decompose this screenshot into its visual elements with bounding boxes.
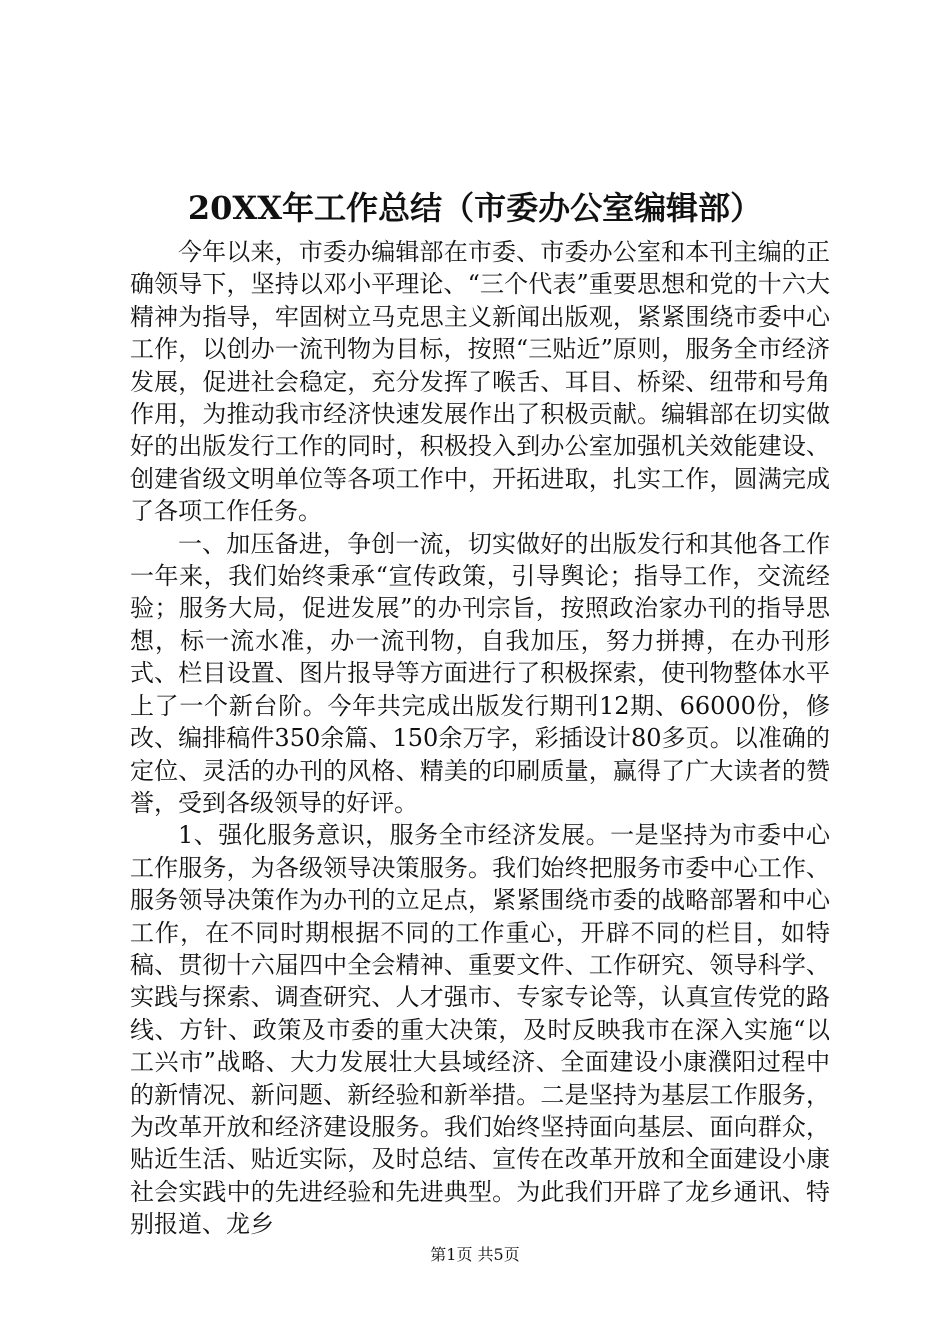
paragraph-intro: 今年以来，市委办编辑部在市委、市委办公室和本刊主编的正确领导下，坚持以邓小平理论、“三个代表”重要思想和党的十六大精神为指导，牢固树立马克思主义新闻出版观，紧紧围绕市委中心工作，以创办一流刊物为目标，按照“三贴近”原则，服务全市经济发展，促进社会稳定，充分发挥了喉舌、耳目、桥梁、纽带和号角作用，为推动我市经济快速发展作出了积极贡献。编辑部在切实做好的出版发行工作的同时，积极投入到办公室加强机关效能建设、创建省级文明单位等各项工作中，开拓进取，扎实工作，圆满完成了各项工作任务。 (130, 238, 830, 526)
paragraph-item-one: 1、强化服务意识，服务全市经济发展。一是坚持为市委中心工作服务，为各级领导决策服务。我们始终把服务市委中心工作、服务领导决策作为办刊的立足点，紧紧围绕市委的战略部署和中心工作，在不同时期根据不同的工作重心，开辟不同的栏目，如特稿、贯彻十六届四中全会精神、重要文件、工作研究、领导科学、实践与探索、调查研究、人才强市、专家专论等，认真宣传党的路线、方针、政策及市委的重大决策，及时反映我市在深入实施“以工兴市”战略、大力发展壮大县域经济、全面建设小康濮阳过程中的新情况、新问题、新经验和新举措。二是坚持为基层工作服务，为改革开放和经济建设服务。我们始终坚持面向基层、面向群众，贴近生活、贴近实际，及时总结、宣传在改革开放和全面建设小康社会实践中的先进经验和先进典型。为此我们开辟了龙乡通讯、特别报道、龙乡 (130, 821, 830, 1239)
page-footer: 第1页 共5页 (430, 1245, 520, 1264)
document-title: 20XX年工作总结（市委办公室编辑部） (187, 189, 763, 227)
document-body (130, 236, 830, 1241)
paragraph-section-one: 一、加压备进，争创一流，切实做好的出版发行和其他各工作一年来，我们始终秉承“宣传政策，引导舆论；指导工作，交流经验；服务大局，促进发展”的办刊宗旨，按照政治家办刊的指导思想，标一流水准，办一流刊物，自我加压，努力拼搏，在办刊形式、栏目设置、图片报导等方面进行了积极探索，使刊物整体水平上了一个新台阶。今年共完成出版发行期刊12期、66000份，修改、编排稿件350余篇、150余万字，彩插设计80多页。以准确的定位、灵活的办刊的风格、精美的印刷质量，赢得了广大读者的赞誉，受到各级领导的好评。 (130, 529, 830, 817)
